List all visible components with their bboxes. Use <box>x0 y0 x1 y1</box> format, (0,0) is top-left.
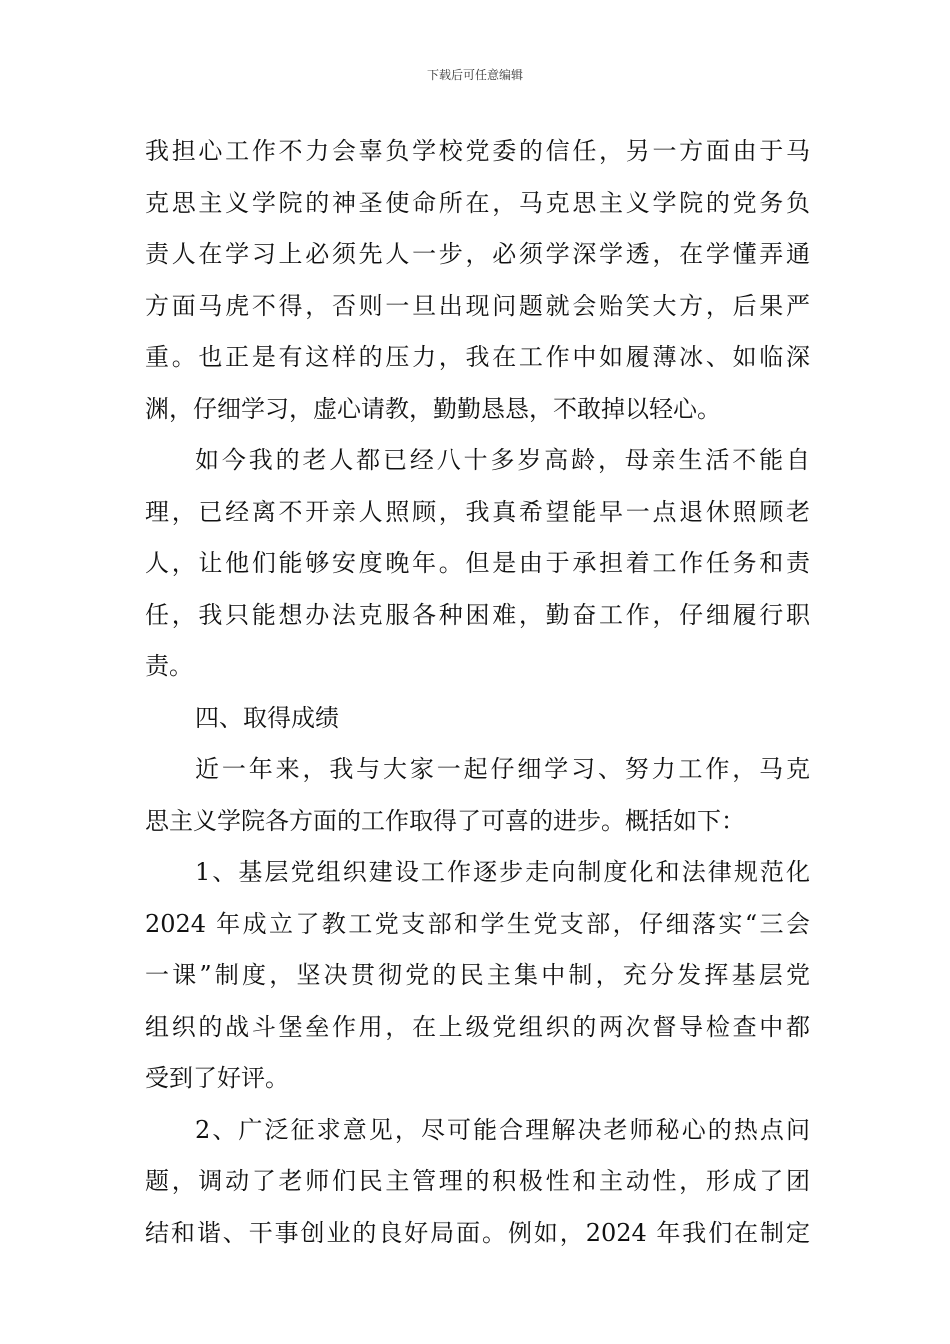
paragraph-first-line: 2、广泛征求意见，尽可能合理解决老师秘心的热点问 <box>195 1115 810 1144</box>
text-line: 方面马虎不得，否则一旦出现问题就会贻笑大方，后果严 <box>145 291 810 320</box>
text-line: 责。 <box>145 652 193 680</box>
paragraph-first-line: 1、基层党组织建设工作逐步走向制度化和法律规范化 <box>195 858 810 886</box>
text-line: 任，我只能想办法克服各种困难，勤奋工作，仔细履行职 <box>145 600 810 629</box>
text-line: 组织的战斗堡垒作用，在上级党组织的两次督导检查中都 <box>145 1012 810 1041</box>
text-line: 理，已经离不开亲人照顾，我真希望能早一点退休照顾老 <box>145 497 810 526</box>
text-line: 题，调动了老师们民主管理的积极性和主动性，形成了团 <box>145 1167 810 1195</box>
text-line: 2024 年成立了教工党支部和学生党支部，仔细落实“三会 <box>145 909 810 938</box>
section-heading: 四、取得成绩 <box>195 703 339 732</box>
text-line: 渊，仔细学习，虚心请教，勤勤恳恳，不敢掉以轻心。 <box>145 394 721 423</box>
paragraph-first-line: 如今我的老人都已经八十多岁高龄，母亲生活不能自 <box>195 446 810 474</box>
text-line: 一课”制度，坚决贯彻党的民主集中制，充分发挥基层党 <box>145 961 810 989</box>
text-line: 责人在学习上必须先人一步，必须学深学透，在学懂弄通 <box>145 240 810 268</box>
page-header: 下载后可任意编辑 <box>426 68 523 82</box>
text-line: 结和谐、干事创业的良好局面。例如，2024 年我们在制定 <box>145 1218 810 1247</box>
text-line: 受到了好评。 <box>145 1064 289 1092</box>
paragraph-first-line: 近一年来，我与大家一起仔细学习、努力工作，马克 <box>195 755 810 783</box>
document-body <box>145 126 810 1259</box>
text-line: 克思主义学院的神圣使命所在，马克思主义学院的党务负 <box>145 188 810 217</box>
text-line: 重。也正是有这样的压力，我在工作中如履薄冰、如临深 <box>145 343 810 371</box>
text-line: 我担心工作不力会辜负学校党委的信任，另一方面由于马 <box>145 137 810 165</box>
text-line: 思主义学院各方面的工作取得了可喜的进步。概括如下： <box>145 806 745 835</box>
text-line: 人，让他们能够安度晚年。但是由于承担着工作任务和责 <box>145 549 810 577</box>
